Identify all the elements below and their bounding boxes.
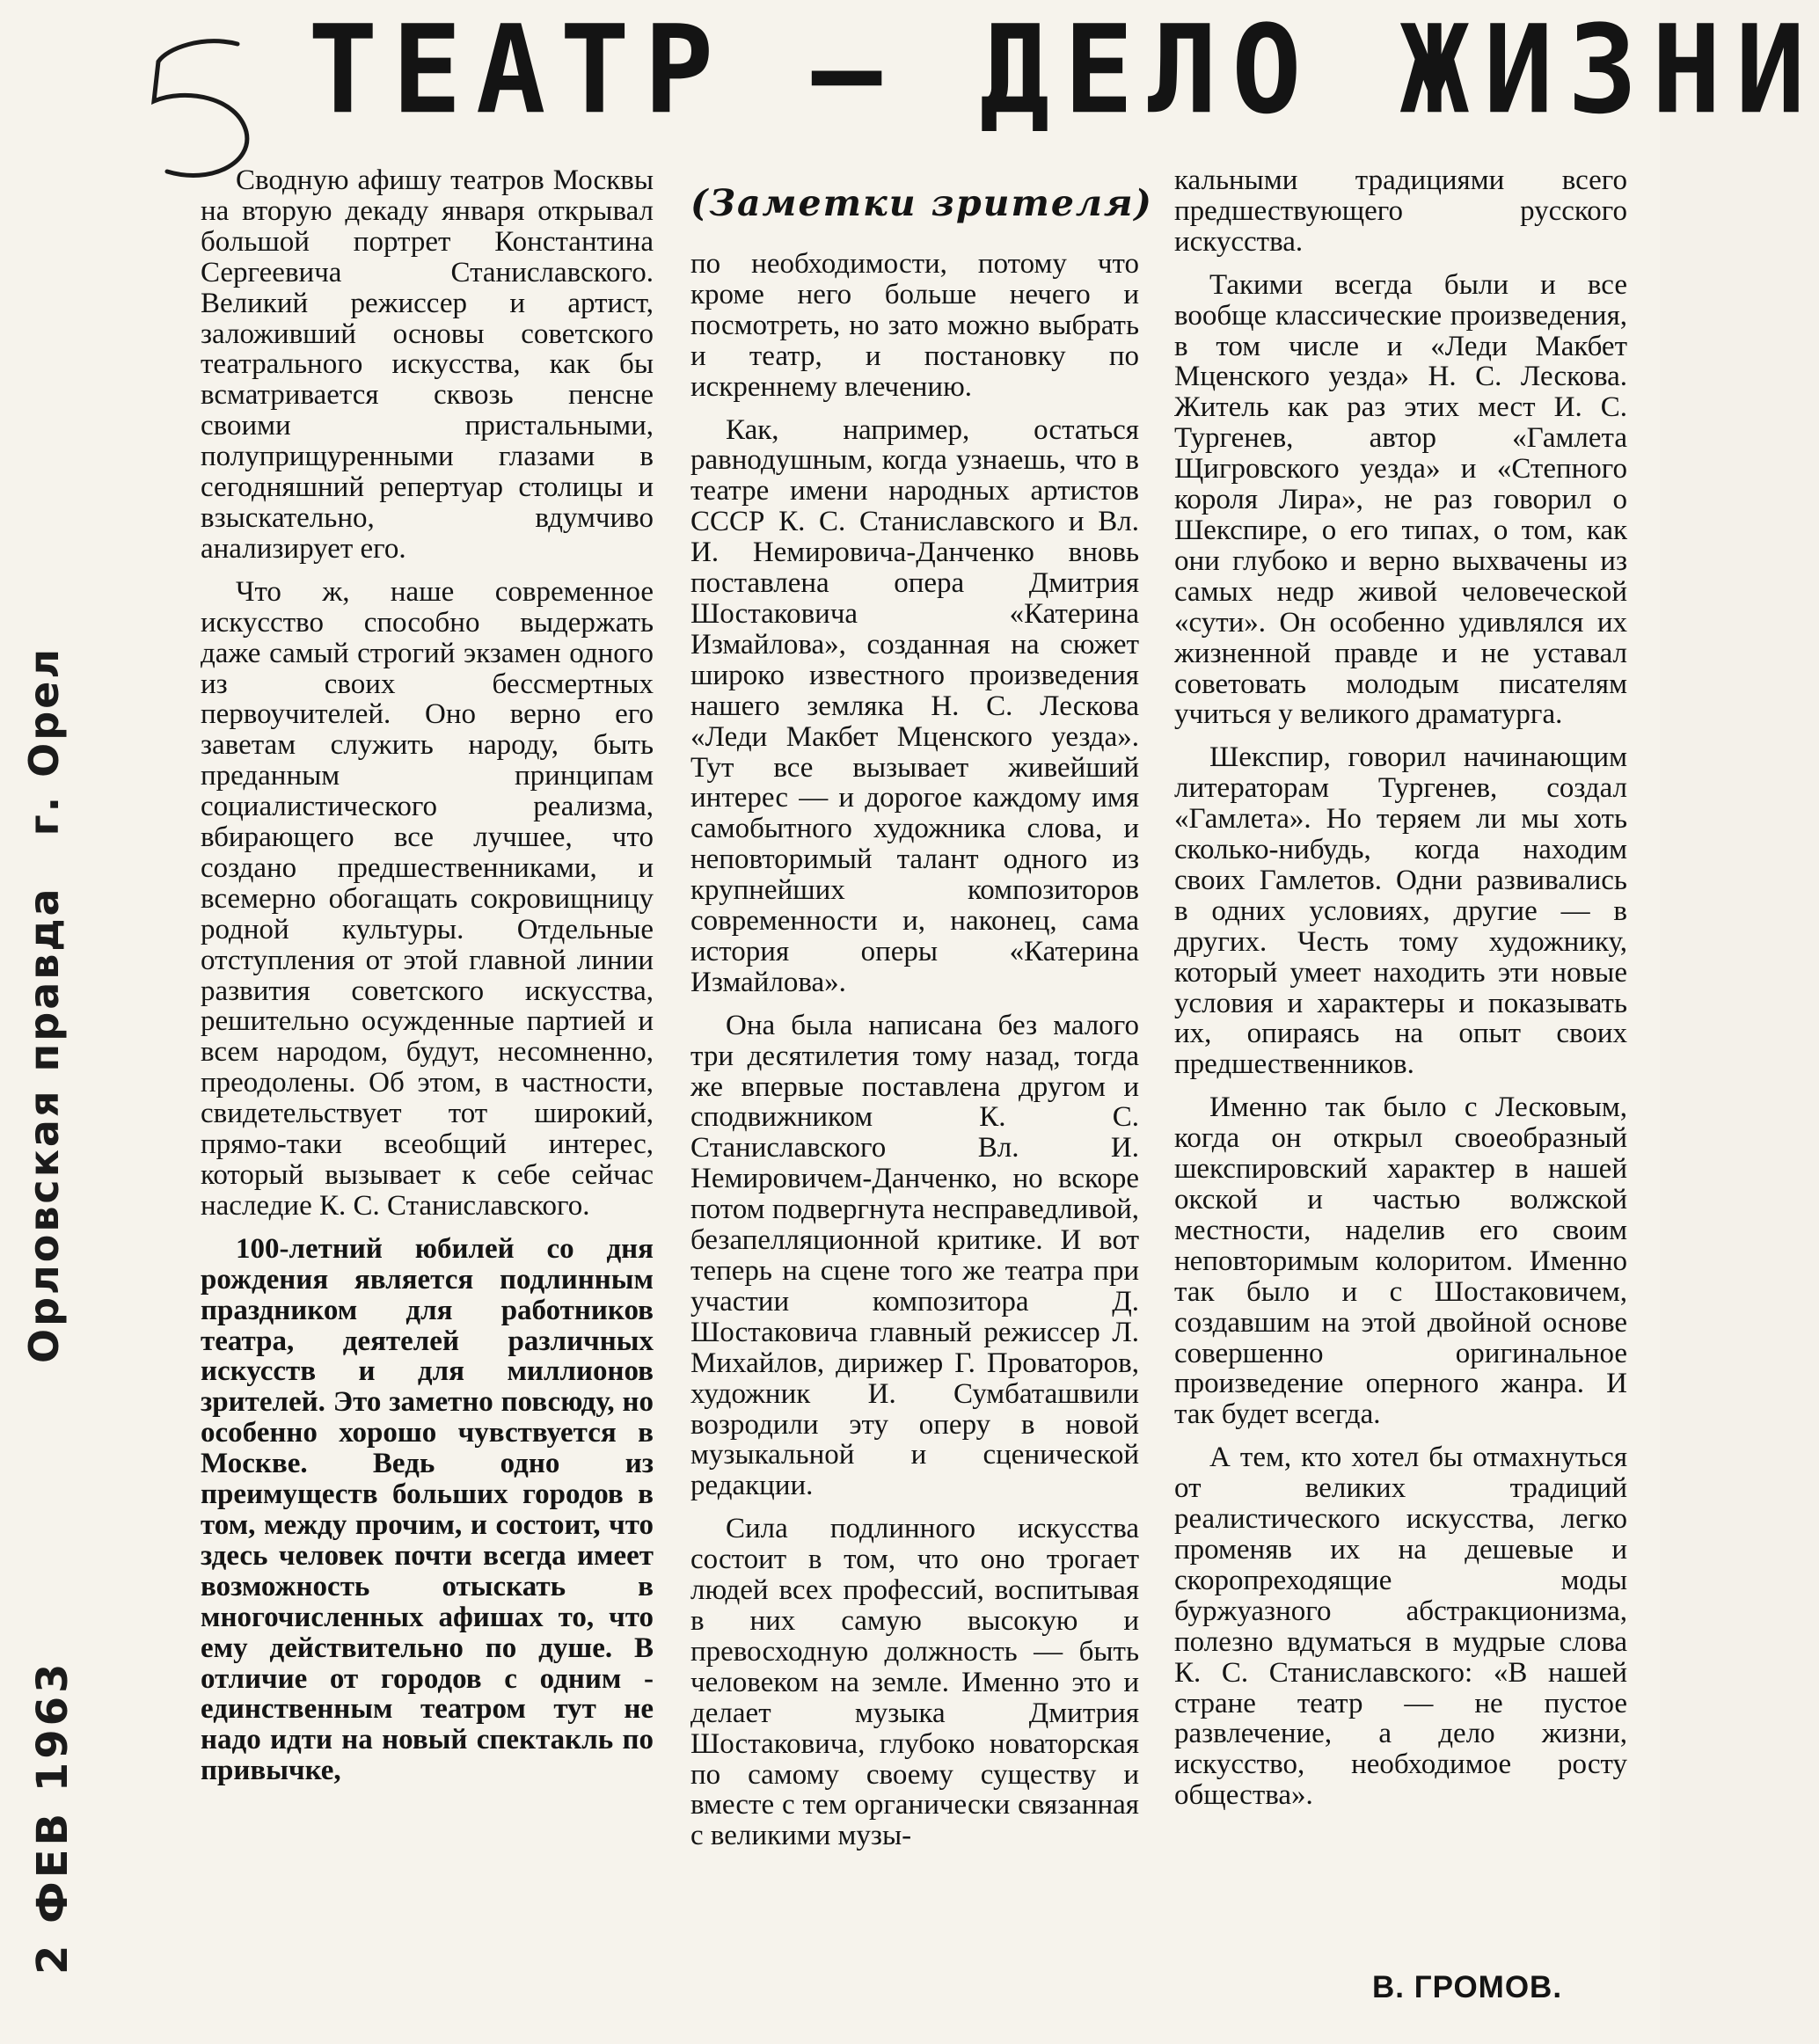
paragraph: по необходимости, потому что кроме него больше нечего и посмотреть, но зато можно выбрать и театр, и постановку по искреннему влечению. (690, 248, 1139, 403)
subtitle: (Заметки зрителя) (690, 182, 1153, 224)
paragraph: Как, например, остаться равнодушным, когда узнаешь, что в театре имени народных артистов СССР К. С. Станиславского и Вл. И. Немировича-Данченко вновь поставлена опера Дмитрия Шостаковича «Катерина Измайлова», созданная на сюжет широко известного произведения нашего земляка Н. С. Лескова «Леди Макбет Мценского уезда». Тут все вызывает живейший интерес — и дорогое каждому имя самобытного художника слова, и неповторимый талант одного из крупнейших композиторов современности и, наконец, сама история оперы «Катерина Измайлова». (690, 413, 1139, 998)
paragraph: Шекспир, говорил начинающим литераторам Тургенев, создал «Гамлета». Но теряем ли мы хоть сколько-нибудь, когда находим своих Гамлетов. Одни развивались в одних условиях, другие — в других. Честь тому художнику, который умеет находить эти новые условия и характеры и показывать их, опираясь на опыт своих предшественников. (1174, 741, 1627, 1081)
byline: В. ГРОМОВ. (1372, 1970, 1563, 2004)
paragraph: Она была написана без малого три десятилетия тому назад, тогда же впервые поставлена другом и сподвижником К. С. Станиславского Вл. И. Немировичем-Данченко, но вскоре потом подвергнута несправедливой, безапелляционной критике. И вот теперь на сцене того же театра при участии композитора Д. Шостаковича главный режиссер Л. Михайлов, дирижер Г. Проваторов, художник И. Сумбаташвили возродили эту оперу в новой музыкальной и сценической редакции. (690, 1009, 1139, 1502)
paragraph: А тем, кто хотел бы отмахнуться от великих традиций реалистического искусства, легко променяв их на дешевые и скоропреходящие моды буржуазного абстракционизма, полезно вдуматься в мудрые слова К. С. Станиславского: «В нашей стране театр — не пустое развлечение, а дело жизни, искусство, необходимое росту общества». (1174, 1442, 1627, 1812)
paragraph: Сила подлинного искусства состоит в том, что оно трогает людей всех профессий, воспитывая в них самую высокую и превосходную должность — быть человеком на земле. Именно это и делает музыка Дмитрия Шостаковича, глубоко новаторская по самому своему существу и вместе с тем органически связанная с великими музы- (690, 1513, 1139, 1852)
paragraph: 100-летний юбилей со дня рождения является подлинным праздником для работников театра, деятелей различных искусств и для миллионов зрителей. Это заметно повсюду, но особенно хорошо чувствуется в Москве. Ведь одно из преимуществ больших городов в том, между прочим, и состоит, что здесь человек почти всегда имеет возможность отыскать в многочисленных афишах то, что ему действительно по душе. В отличие от городов с одним - единственным театром тут не надо идти на новый спектакль по привычке, (201, 1232, 654, 1787)
clipping-stamp-source (18, 646, 70, 1363)
column-3 (1174, 165, 1627, 1811)
paragraph: Именно так было с Лесковым, когда он открыл своеобразный шекспировский характер в нашей окской и частью волжской местности, наделив его своим неповторимым колоритом. Именно так было и с Шостаковичем, создавшим на этой двойной основе совершенно оригинальное произведение оперного жанра. И так будет всегда. (1174, 1091, 1627, 1431)
column-1 (201, 165, 654, 1786)
stamp-source: Орловская правда (20, 886, 68, 1363)
clipping-stamp-date: 2 ФЕВ 1963 (28, 1660, 77, 1975)
paragraph: Такими всегда были и все вообще классические произведения, в том числе и «Леди Макбет Мценского уезда» Н. С. Лескова. Житель как раз этих мест И. С. Тургенев, автор «Гамлета Щигровского уезда» и «Степного короля Лира», не раз говорил о Шекспире, о его типах, о том, как они глубоко и верно выхвачены из самых недр живой человеческой «сути». Он особенно удивлялся их жизненной правде и не уставал советовать молодым писателям учиться у великого драматурга. (1174, 268, 1627, 731)
paragraph: Что ж, наше современное искусство способно выдержать даже самый строгий экзамен одного из своих бессмертных первоучителей. Оно верно его заветам служить народу, быть преданным принципам социалистического реализма, вбирающего все лучшее, что создано предшественниками, и всемерно обогащать сокровищницу родной культуры. Отдельные отступления от этой главной линии развития советского искусства, решительно осужденные партией и всем народом, будут, несомненно, преодолены. Об этом, в частности, свидетельствует тот широкий, прямо-таки всеобщий интерес, который вызывает к себе сейчас наследие К. С. Станиславского. (201, 575, 654, 1222)
paragraph: кальными традициями всего предшествующего русского искусства. (1174, 164, 1627, 258)
paragraph: Сводную афишу театров Москвы на вторую декаду января открывал большой портрет Константина Сергеевича Станиславского. Великий режиссер и артист, заложивший основы советского театрального искусства, как бы всматривается сквозь пенсне своими пристальными, полуприщуренными глазами в сегодняшний репертуар столицы и взыскательно, вдумчиво анализирует его. (201, 164, 654, 565)
handwritten-mark-text: 5 (194, 107, 200, 117)
stamp-city: г. Орел (20, 646, 68, 836)
column-2 (690, 249, 1139, 1851)
headline: ТЕАТР — ДЕЛО ЖИЗНИ (308, 0, 1819, 142)
